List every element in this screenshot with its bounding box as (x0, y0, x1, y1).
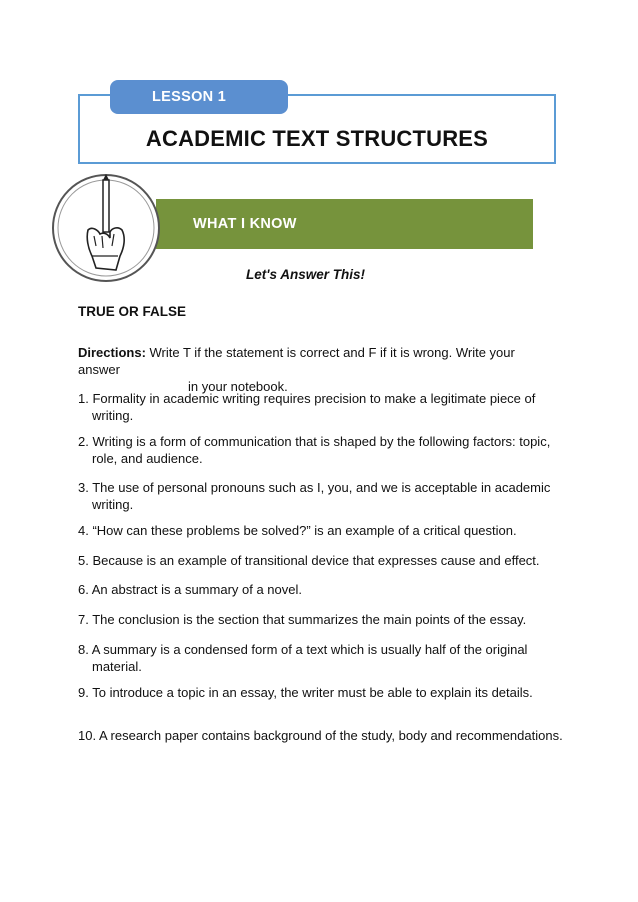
question-8 (78, 641, 568, 675)
question-7 (78, 611, 568, 628)
question-5 (78, 552, 568, 569)
question-text-continued: role, and audience. (92, 451, 203, 466)
directions-label: Directions: (78, 345, 146, 360)
question-9 (78, 684, 568, 701)
page-title: ACADEMIC TEXT STRUCTURES (145, 126, 489, 151)
question-text: To introduce a topic in an essay, the writer must be able to explain its details. (88, 685, 533, 700)
question-text: Writing is a form of communication that is shaped by the following factors: topic, (88, 434, 551, 449)
question-number: 6. (78, 582, 89, 597)
directions-text: Write T if the statement is correct and F if it is wrong. Write your answer (78, 345, 515, 377)
question-text: Formality in academic writing requires precision to make a legitimate piece of (88, 391, 536, 406)
directions-text-continued: in your notebook. (188, 379, 288, 394)
question-text-continued: material. (92, 659, 142, 674)
subtitle: Let's Answer This! (246, 267, 365, 282)
what-i-know-banner (156, 199, 533, 249)
question-text: The conclusion is the section that summarizes the main points of the essay. (88, 612, 527, 627)
directions (78, 344, 560, 395)
question-number: 2. (78, 434, 89, 449)
question-3 (78, 479, 568, 513)
question-2 (78, 433, 568, 467)
question-text: The use of personal pronouns such as I, you, and we is acceptable in academic (88, 480, 551, 495)
question-number: 8. (78, 642, 89, 657)
activity-type-heading: TRUE OR FALSE (78, 304, 187, 319)
question-number: 3. (78, 480, 89, 495)
question-number: 7. (78, 612, 89, 627)
question-number: 1. (78, 391, 89, 406)
question-text: Because is an example of transitional device that expresses cause and effect. (88, 553, 540, 568)
question-4 (78, 522, 568, 539)
hand-holding-pencil-icon (50, 172, 162, 284)
question-text: A summary is a condensed form of a text which is usually half of the original (88, 642, 528, 657)
question-number: 9. (78, 685, 89, 700)
question-text-continued: writing. (92, 408, 134, 423)
banner-label: WHAT I KNOW (193, 216, 297, 232)
question-text-continued: writing. (92, 497, 134, 512)
question-number: 5. (78, 553, 89, 568)
question-number: 10. (78, 728, 97, 743)
question-6 (78, 581, 568, 598)
question-text: “How can these problems be solved?” is an example of a critical question. (88, 523, 517, 538)
lesson-tab: LESSON 1 (110, 80, 288, 114)
question-text: A research paper contains background of the study, body and recommendations. (96, 728, 563, 743)
question-number: 4. (78, 523, 89, 538)
question-10 (78, 727, 568, 744)
question-text: An abstract is a summary of a novel. (88, 582, 302, 597)
question-1 (78, 390, 568, 424)
